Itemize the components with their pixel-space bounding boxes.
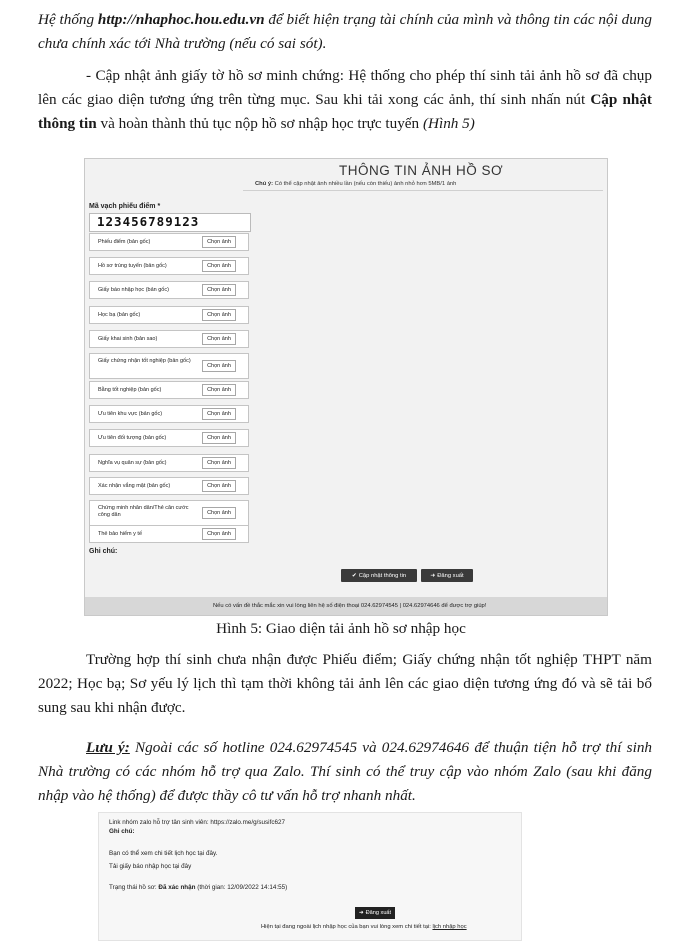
update-button-name: Cập nhật thông tin [38,91,652,132]
document-row [89,233,249,251]
document-label: Thẻ bảo hiểm y tế [98,531,143,537]
choose-image-button[interactable]: Chọn ảnh [202,480,236,492]
logout-button[interactable]: ➜ Đăng xuất [421,569,473,582]
document-label: Phiếu điểm (bản gốc) [98,239,151,245]
document-label: Giấy báo nhập học (bản gốc) [98,287,169,293]
document-row [89,306,249,324]
check-icon: ✔ [351,572,357,579]
figure-5-caption: Hình 5: Giao diện tải ảnh hồ sơ nhập học [216,620,466,637]
choose-image-button[interactable]: Chọn ảnh [202,528,236,540]
document-label: Học bạ (bản gốc) [98,312,141,318]
choose-image-button[interactable]: Chọn ảnh [202,309,236,321]
profile-status: Trạng thái hồ sơ: Đã xác nhận (thời gian: 12/09/2022 14:14:55) [109,884,288,891]
fig6-bottom-text: Hiện tại đang ngoài lịch nhập học của bạn vui lòng xem chi tiết tại: lịch nhập học [261,924,467,930]
intro-paragraph [38,8,652,56]
fig6-logout-button[interactable]: ➜ Đăng xuất [355,907,395,919]
fig5-note: Chú ý: Có thể cập nhật ảnh nhiều lần (nếu còn thiếu) ảnh nhỏ hơn 5MB/1 ảnh [255,181,457,187]
choose-image-button[interactable]: Chọn ảnh [202,432,236,444]
choose-image-button[interactable]: Chọn ảnh [202,236,236,248]
choose-image-button[interactable]: Chọn ảnh [202,384,236,396]
barcode-value: 123456789123 [97,214,200,229]
note-label: Lưu ý: [86,739,130,756]
fig5-footer-text: Nếu có vấn đề thắc mắc xin vui lòng liên hệ số điện thoại 024.62974545 | 024.62974646 để được trợ giúp! [213,603,487,609]
logout-icon: ➜ [430,572,436,579]
update-paragraph [38,64,652,136]
choose-image-button[interactable]: Chọn ảnh [202,457,236,469]
choose-image-button[interactable]: Chọn ảnh [202,408,236,420]
fig5-divider [243,190,603,191]
update-text-1: - Cập nhật ảnh giấy tờ hồ sơ minh chứng: Hệ thống cho phép thí sinh tải ảnh hồ sơ đã chụp lên các giao diện tương ứng trên từng mục. Sau khi tải xong các ảnh, thí sinh nhấn nút [38,67,652,108]
intro-text-1: Hệ thống [38,11,98,28]
figure-5-screenshot [84,158,608,616]
document-label: Bằng tốt nghiệp (bản gốc) [98,387,162,393]
schedule-link[interactable]: lịch nhập học [432,924,467,930]
choose-image-button[interactable]: Chọn ảnh [202,260,236,272]
document-label: Giấy chứng nhận tốt nghiệp (bản gốc) [98,358,191,364]
fig5-title: THÔNG TIN ẢNH HỒ SƠ [339,163,504,178]
update-info-button[interactable]: ✔ Cập nhật thông tin [341,569,417,582]
choose-image-button[interactable]: Chọn ảnh [202,333,236,345]
missing-docs-paragraph: Trường hợp thí sinh chưa nhận được Phiếu điểm; Giấy chứng nhận tốt nghiệp THPT năm 2022; Học bạ; Sơ yếu lý lịch thì tạm thời không tải ảnh lên các giao diện tương ứng đó và sẽ tải bổ sung sau khi nhận được. [38,651,652,716]
choose-image-button[interactable]: Chọn ảnh [202,360,236,372]
document-row [89,405,249,423]
update-text-2: và hoàn thành thủ tục nộp hồ sơ nhập học trực tuyến [96,115,423,132]
choose-image-button[interactable]: Chọn ảnh [202,507,236,519]
logout-icon: ➜ [358,910,364,916]
document-row [89,477,249,495]
intro-text-2: để biết hiện trạng tài chính của mình và thông tin các nội dung chưa chính xác tới Nhà trường (nếu có sai sót). [38,11,652,52]
system-url: http://nhaphoc.hou.edu.vn [97,11,265,28]
admission-letter-line[interactable]: Tải giấy báo nhập học tại đây [109,863,192,870]
document-row [89,281,249,299]
document-row [89,500,249,526]
document-label: Chứng minh nhân dân/Thẻ căn cước công dân [98,505,189,518]
document-label: Giấy khai sinh (bản sao) [98,336,158,342]
document-row [89,525,249,543]
document-row [89,257,249,275]
figure-6-screenshot [98,812,522,941]
document-label: Nghĩa vụ quân sự (bản gốc) [98,460,167,466]
document-row [89,353,249,379]
barcode-label: Mã vạch phiếu điểm * [89,203,161,210]
document-row [89,454,249,472]
document-row [89,330,249,348]
note-text: Ngoài các số hotline 024.62974545 và 024.62974646 để thuận tiện hỗ trợ thí sinh Nhà trường có các nhóm hỗ trợ qua Zalo. Thí sinh có thể truy cập vào nhóm Zalo (sau khi đăng nhập vào hệ thống) để được thầy cô tư vấn hỗ trợ nhanh nhất. [38,739,653,804]
document-label: Ưu tiên đối tượng (bản gốc) [98,435,167,441]
document-label: Ưu tiên khu vực (bản gốc) [98,411,163,417]
schedule-line[interactable]: Bạn có thể xem chi tiết lịch học tại đây. [109,850,218,857]
fig6-notes-label: Ghi chú: [109,828,135,835]
document-label: Xác nhận vắng mặt (bản gốc) [98,483,171,489]
note-paragraph [38,736,652,808]
status-badge: Đã xác nhận [158,884,196,891]
document-row [89,381,249,399]
document-label: Hồ sơ trúng tuyển (bản gốc) [98,263,167,269]
figure-reference: (Hình 5) [422,115,475,132]
zalo-link[interactable]: Link nhóm zalo hỗ trợ tân sinh viên: https://zalo.me/g/susifc627 [109,819,285,826]
document-row [89,429,249,447]
choose-image-button[interactable]: Chọn ảnh [202,284,236,296]
fig5-notes-label: Ghi chú: [89,548,118,555]
